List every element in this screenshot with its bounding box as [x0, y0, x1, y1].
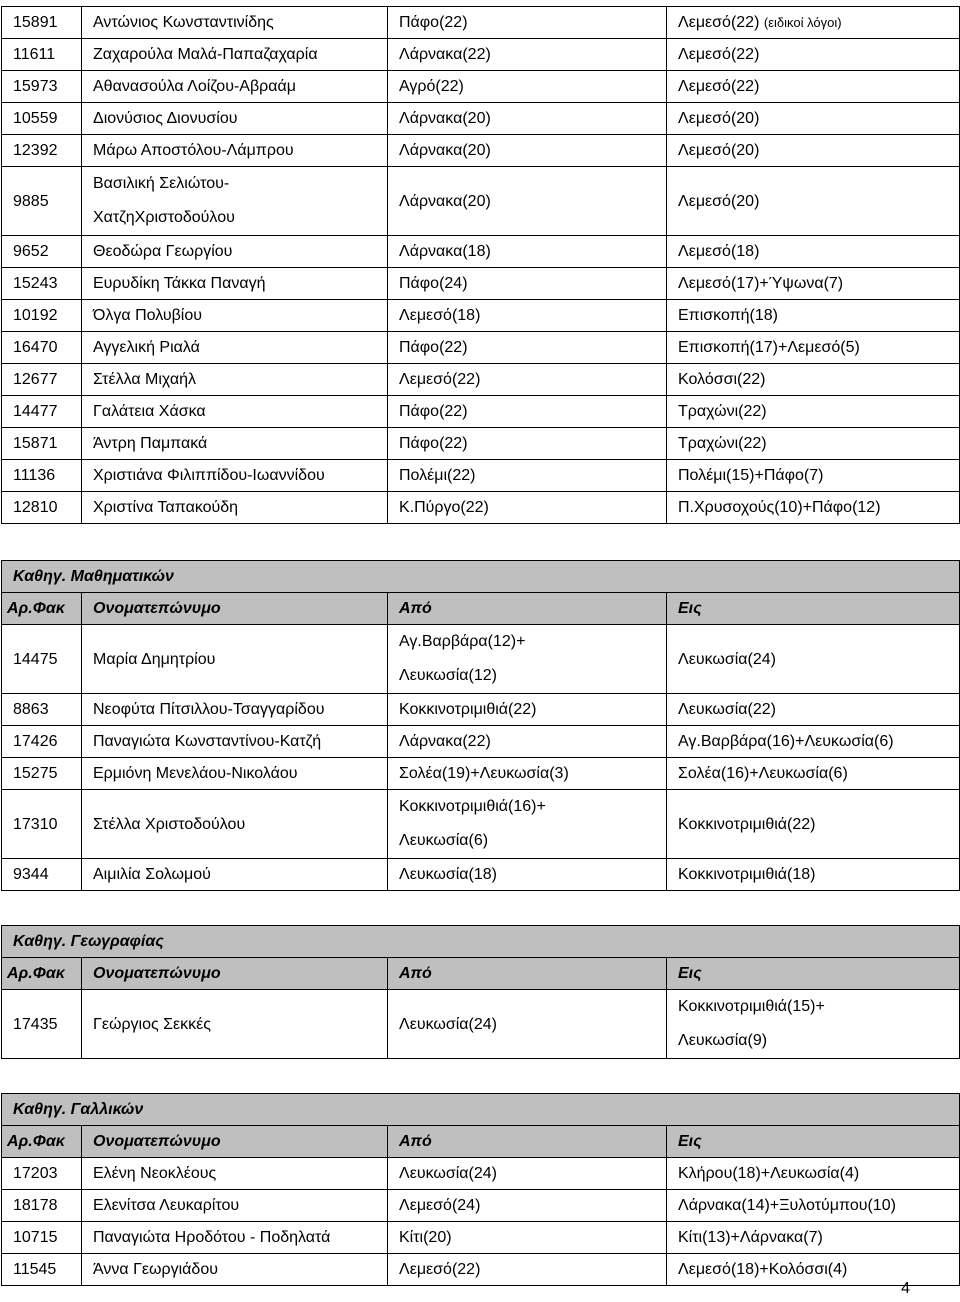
- full-name-text: Στέλλα Μιχαήλ: [93, 371, 197, 388]
- record-id-text: 18178: [13, 1197, 58, 1214]
- page-number: 4: [901, 1280, 910, 1297]
- to-location: [667, 268, 960, 300]
- full-name: [82, 492, 388, 524]
- full-name: [82, 1158, 388, 1190]
- table-row: [2, 758, 960, 790]
- to-location-text: Επισκοπή(18): [678, 307, 779, 324]
- from-location: [388, 625, 667, 694]
- record-id: [2, 135, 82, 167]
- record-id-text: 12392: [13, 142, 58, 159]
- record-id: [2, 990, 82, 1059]
- full-name: [82, 758, 388, 790]
- from-location-text: Λάρνακα(20): [399, 110, 491, 127]
- from-location: [388, 300, 667, 332]
- full-name-text: Παναγιώτα Κωνσταντίνου-Κατζή: [93, 733, 322, 750]
- to-location-text: Λεμεσό(20): [678, 142, 760, 159]
- to-location: [667, 492, 960, 524]
- record-id: [2, 300, 82, 332]
- record-id-text: 11611: [13, 46, 56, 63]
- from-location: [388, 460, 667, 492]
- full-name-text: Ευρυδίκη Τάκκα Παναγή: [93, 275, 266, 292]
- from-location: [388, 1222, 667, 1254]
- from-location: [388, 396, 667, 428]
- from-location: [388, 364, 667, 396]
- full-name: [82, 428, 388, 460]
- table-row: [2, 103, 960, 135]
- record-id: [2, 694, 82, 726]
- from-location-text: Κ.Πύργο(22): [399, 499, 489, 516]
- transfer-table-math: [1, 560, 960, 891]
- from-location-text: Κοκκινοτριμιθιά(22): [399, 701, 537, 718]
- record-id: [2, 332, 82, 364]
- record-id: [2, 1190, 82, 1222]
- from-location-text: Αγρό(22): [399, 78, 464, 95]
- transfer-table-geography: [1, 925, 960, 1059]
- full-name: [82, 135, 388, 167]
- to-location-text: Κοκκινοτριμιθιά(15)+: [678, 998, 825, 1015]
- record-id: [2, 859, 82, 891]
- record-id-text: 9344: [13, 866, 49, 883]
- table-row: [2, 135, 960, 167]
- to-location: [667, 236, 960, 268]
- record-id: [2, 1222, 82, 1254]
- to-location-text: Λεμεσό(20): [678, 192, 760, 210]
- record-id: [2, 39, 82, 71]
- record-id-text: 9652: [13, 243, 49, 260]
- column-header-row: [2, 593, 960, 625]
- to-location-text: Επισκοπή(17)+Λεμεσό(5): [678, 339, 860, 356]
- to-location: [667, 428, 960, 460]
- from-location: [388, 1158, 667, 1190]
- full-name-text: Ελενίτσα Λευκαρίτου: [93, 1197, 240, 1214]
- table-row: [2, 236, 960, 268]
- section-title: Καθηγ. Γεωγραφίας: [2, 926, 960, 958]
- from-location-text: Λάρνακα(20): [399, 192, 491, 210]
- table-row: [2, 7, 960, 39]
- table-row: [2, 71, 960, 103]
- to-location-text: Λευκωσία(22): [678, 701, 776, 718]
- note-text: (ειδικοί λόγοι): [763, 15, 842, 30]
- to-location: [667, 790, 960, 859]
- full-name: [82, 103, 388, 135]
- to-location: [667, 135, 960, 167]
- full-name-text: Θεοδώρα Γεωργίου: [93, 243, 233, 260]
- to-location-text: Σολέα(16)+Λευκωσία(6): [678, 765, 848, 782]
- header-from: Από: [388, 958, 667, 990]
- full-name-text: Στέλλα Χριστοδούλου: [93, 815, 246, 833]
- section-title-row: [2, 926, 960, 958]
- table-row: [2, 990, 960, 1059]
- record-id: [2, 396, 82, 428]
- record-id-text: 11136: [13, 467, 56, 484]
- section-title: Καθηγ. Μαθηματικών: [2, 561, 960, 593]
- record-id: [2, 7, 82, 39]
- full-name-text: Χριστίνα Ταπακούδη: [93, 499, 239, 516]
- full-name-text: Νεοφύτα Πίτσιλλου-Τσαγγαρίδου: [93, 701, 325, 718]
- record-id-text: 16470: [13, 339, 58, 356]
- from-location-text: Λευκωσία(18): [399, 866, 497, 883]
- to-location: [667, 1190, 960, 1222]
- from-location-text: Κίτι(20): [399, 1229, 452, 1246]
- record-id: [2, 103, 82, 135]
- from-location-text: Πάφο(24): [399, 275, 468, 292]
- from-location-text: Λάρνακα(22): [399, 733, 491, 750]
- full-name-text: Μαρία Δημητρίου: [93, 650, 216, 668]
- from-location: [388, 236, 667, 268]
- to-location: [667, 103, 960, 135]
- record-id: [2, 268, 82, 300]
- full-name-text-line2: ΧατζηΧριστοδούλου: [93, 209, 235, 226]
- from-location-text: Αγ.Βαρβάρα(12)+: [399, 633, 526, 650]
- to-location: [667, 71, 960, 103]
- from-location: [388, 39, 667, 71]
- from-location-text: Κοκκινοτριμιθιά(16)+: [399, 798, 546, 815]
- column-header-row: [2, 958, 960, 990]
- full-name-text: Όλγα Πολυβίου: [93, 307, 203, 324]
- header-to: Εις: [667, 593, 960, 625]
- table-row: [2, 1158, 960, 1190]
- from-location-text: Λεμεσό(24): [399, 1197, 481, 1214]
- record-id-text: 10192: [13, 307, 58, 324]
- full-name: [82, 859, 388, 891]
- table-row: [2, 492, 960, 524]
- to-location-text: Π.Χρυσοχούς(10)+Πάφο(12): [678, 499, 881, 516]
- header-id: Αρ.Φακ: [2, 958, 82, 990]
- full-name-text: Άννα Γεωργιάδου: [93, 1261, 218, 1278]
- from-location: [388, 332, 667, 364]
- table-row: [2, 428, 960, 460]
- record-id: [2, 236, 82, 268]
- record-id-text: 15871: [13, 435, 58, 452]
- to-location: [667, 1254, 960, 1286]
- to-location: [667, 364, 960, 396]
- from-location: [388, 135, 667, 167]
- table-row: [2, 1222, 960, 1254]
- from-location: [388, 1190, 667, 1222]
- to-location: [667, 694, 960, 726]
- record-id: [2, 726, 82, 758]
- to-location-text: Λεμεσό(22): [678, 14, 760, 31]
- from-location-text: Λάρνακα(18): [399, 243, 491, 260]
- record-id-text: 11545: [13, 1261, 57, 1278]
- from-location-text: Πάφο(22): [399, 339, 468, 356]
- to-location-text-line2: Λευκωσία(9): [678, 1032, 768, 1049]
- section-title-row: [2, 1094, 960, 1126]
- full-name: [82, 300, 388, 332]
- full-name-text: Παναγιώτα Ηροδότου - Ποδηλατά: [93, 1229, 331, 1246]
- header-to: Εις: [667, 958, 960, 990]
- to-location-text: Κοκκινοτριμιθιά(22): [678, 815, 816, 833]
- table-row: [2, 332, 960, 364]
- to-location: [667, 758, 960, 790]
- from-location-text: Λεμεσό(22): [399, 371, 481, 388]
- from-location-text: Πάφο(22): [399, 403, 468, 420]
- to-location-text: Λεμεσό(20): [678, 110, 760, 127]
- from-location-text-line2: Λευκωσία(6): [399, 832, 489, 849]
- table-row: [2, 364, 960, 396]
- to-location: [667, 859, 960, 891]
- full-name-text: Γαλάτεια Χάσκα: [93, 403, 206, 420]
- table-row: [2, 460, 960, 492]
- full-name-text: Ζαχαρούλα Μαλά-Παπαζαχαρία: [93, 46, 318, 63]
- table-row: [2, 1190, 960, 1222]
- table-row: [2, 726, 960, 758]
- from-location: [388, 758, 667, 790]
- table-row: [2, 167, 960, 236]
- from-location: [388, 990, 667, 1059]
- header-id: Αρ.Φακ: [2, 593, 82, 625]
- from-location: [388, 71, 667, 103]
- full-name: [82, 268, 388, 300]
- full-name-text: Αγγελική Ριαλά: [93, 339, 200, 356]
- section-title-row: [2, 561, 960, 593]
- record-id-text: 17435: [13, 1015, 58, 1033]
- to-location: [667, 396, 960, 428]
- full-name-text: Αθανασούλα Λοίζου-Αβραάμ: [93, 78, 296, 95]
- table-row: [2, 694, 960, 726]
- to-location-text: Αγ.Βαρβάρα(16)+Λευκωσία(6): [678, 733, 894, 750]
- full-name: [82, 39, 388, 71]
- table-row: [2, 300, 960, 332]
- from-location-text: Λάρνακα(20): [399, 142, 491, 159]
- full-name: [82, 71, 388, 103]
- record-id: [2, 460, 82, 492]
- to-location-text: Λεμεσό(22): [678, 46, 760, 63]
- table-row: [2, 396, 960, 428]
- to-location: [667, 625, 960, 694]
- record-id-text: 10715: [13, 1229, 58, 1246]
- full-name: [82, 790, 388, 859]
- full-name: [82, 167, 388, 236]
- full-name: [82, 460, 388, 492]
- table-row: [2, 1254, 960, 1286]
- full-name-text: Βασιλική Σελιώτου-: [93, 175, 230, 192]
- to-location: [667, 332, 960, 364]
- record-id: [2, 71, 82, 103]
- record-id: [2, 1158, 82, 1190]
- from-location-text: Πάφο(22): [399, 435, 468, 452]
- transfer-table-french: [1, 1093, 960, 1286]
- table-row: [2, 625, 960, 694]
- full-name: [82, 364, 388, 396]
- record-id-text: 14477: [13, 403, 58, 420]
- to-location-text: Κολόσσι(22): [678, 371, 766, 388]
- full-name: [82, 332, 388, 364]
- to-location-text: Λεμεσό(18)+Κολόσσι(4): [678, 1261, 848, 1278]
- to-location-text: Κίτι(13)+Λάρνακα(7): [678, 1229, 823, 1246]
- to-location: [667, 300, 960, 332]
- header-name: Ονοματεπώνυμο: [82, 593, 388, 625]
- record-id: [2, 790, 82, 859]
- full-name: [82, 396, 388, 428]
- record-id-text: 8863: [13, 701, 49, 718]
- header-from: Από: [388, 593, 667, 625]
- to-location: [667, 167, 960, 236]
- from-location: [388, 1254, 667, 1286]
- column-header-row: [2, 1126, 960, 1158]
- to-location: [667, 7, 960, 39]
- to-location-text: Πολέμι(15)+Πάφο(7): [678, 467, 824, 484]
- to-location-text: Τραχώνι(22): [678, 435, 767, 452]
- header-from: Από: [388, 1126, 667, 1158]
- record-id-text: 17426: [13, 733, 58, 750]
- to-location-text: Κλήρου(18)+Λευκωσία(4): [678, 1165, 860, 1182]
- full-name: [82, 990, 388, 1059]
- record-id: [2, 364, 82, 396]
- from-location: [388, 7, 667, 39]
- from-location-text: Λεμεσό(18): [399, 307, 481, 324]
- to-location: [667, 39, 960, 71]
- section-title: Καθηγ. Γαλλικών: [2, 1094, 960, 1126]
- to-location-text: Λάρνακα(14)+Ξυλοτύμπου(10): [678, 1197, 896, 1214]
- from-location-text: Λάρνακα(22): [399, 46, 491, 63]
- from-location: [388, 428, 667, 460]
- full-name: [82, 1222, 388, 1254]
- full-name-text: Γεώργιος Σεκκές: [93, 1015, 212, 1033]
- table-row: [2, 790, 960, 859]
- full-name-text: Διονύσιος Διονυσίου: [93, 110, 238, 127]
- record-id: [2, 1254, 82, 1286]
- from-location: [388, 167, 667, 236]
- to-location-text: Τραχώνι(22): [678, 403, 767, 420]
- from-location-text: Σολέα(19)+Λευκωσία(3): [399, 765, 569, 782]
- to-location: [667, 460, 960, 492]
- full-name: [82, 726, 388, 758]
- full-name-text: Αιμιλία Σολωμού: [93, 866, 211, 883]
- record-id-text: 14475: [13, 650, 58, 668]
- record-id-text: 17203: [13, 1165, 58, 1182]
- to-location-text: Κοκκινοτριμιθιά(18): [678, 866, 816, 883]
- record-id-text: 15243: [13, 275, 58, 292]
- header-to: Εις: [667, 1126, 960, 1158]
- to-location-text: Λεμεσό(18): [678, 243, 760, 260]
- from-location-text: Λευκωσία(24): [399, 1015, 497, 1033]
- record-id: [2, 758, 82, 790]
- full-name-text: Μάρω Αποστόλου-Λάμπρου: [93, 142, 294, 159]
- record-id: [2, 492, 82, 524]
- from-location: [388, 694, 667, 726]
- full-name: [82, 694, 388, 726]
- table-row: [2, 268, 960, 300]
- from-location-text: Λεμεσό(22): [399, 1261, 481, 1278]
- from-location: [388, 103, 667, 135]
- to-location-text: Λεμεσό(22): [678, 78, 760, 95]
- header-name: Ονοματεπώνυμο: [82, 1126, 388, 1158]
- record-id: [2, 625, 82, 694]
- from-location-text: Πάφο(22): [399, 14, 468, 31]
- from-location: [388, 268, 667, 300]
- full-name-text: Αντώνιος Κωνσταντινίδης: [93, 14, 274, 31]
- from-location: [388, 859, 667, 891]
- record-id-text: 12677: [13, 371, 58, 388]
- record-id-text: 17310: [13, 815, 58, 833]
- full-name-text: Ελένη Νεοκλέους: [93, 1165, 217, 1182]
- full-name: [82, 1190, 388, 1222]
- record-id-text: 12810: [13, 499, 58, 516]
- from-location-text-line2: Λευκωσία(12): [399, 667, 497, 684]
- header-name: Ονοματεπώνυμο: [82, 958, 388, 990]
- from-location: [388, 726, 667, 758]
- to-location: [667, 1158, 960, 1190]
- full-name-text: Ερμιόνη Μενελάου-Νικολάου: [93, 765, 298, 782]
- record-id: [2, 167, 82, 236]
- from-location-text: Λευκωσία(24): [399, 1165, 497, 1182]
- full-name: [82, 1254, 388, 1286]
- header-id: Αρ.Φακ: [2, 1126, 82, 1158]
- to-location: [667, 1222, 960, 1254]
- full-name: [82, 7, 388, 39]
- to-location: [667, 990, 960, 1059]
- from-location: [388, 790, 667, 859]
- table-row: [2, 39, 960, 71]
- record-id-text: 15891: [13, 14, 58, 31]
- table-row: [2, 859, 960, 891]
- transfer-table-section1: [1, 6, 960, 524]
- record-id-text: 15973: [13, 78, 58, 95]
- full-name: [82, 625, 388, 694]
- record-id-text: 15275: [13, 765, 58, 782]
- record-id-text: 10559: [13, 110, 58, 127]
- full-name-text: Άντρη Παμπακά: [93, 435, 208, 452]
- record-id: [2, 428, 82, 460]
- to-location-text: Λεμεσό(17)+Ύψωνα(7): [678, 275, 844, 292]
- full-name: [82, 236, 388, 268]
- full-name-text: Χριστιάνα Φιλιππίδου-Ιωαννίδου: [93, 467, 325, 484]
- from-location-text: Πολέμι(22): [399, 467, 476, 484]
- from-location: [388, 492, 667, 524]
- to-location-text: Λευκωσία(24): [678, 650, 776, 668]
- to-location: [667, 726, 960, 758]
- record-id-text: 9885: [13, 192, 49, 210]
